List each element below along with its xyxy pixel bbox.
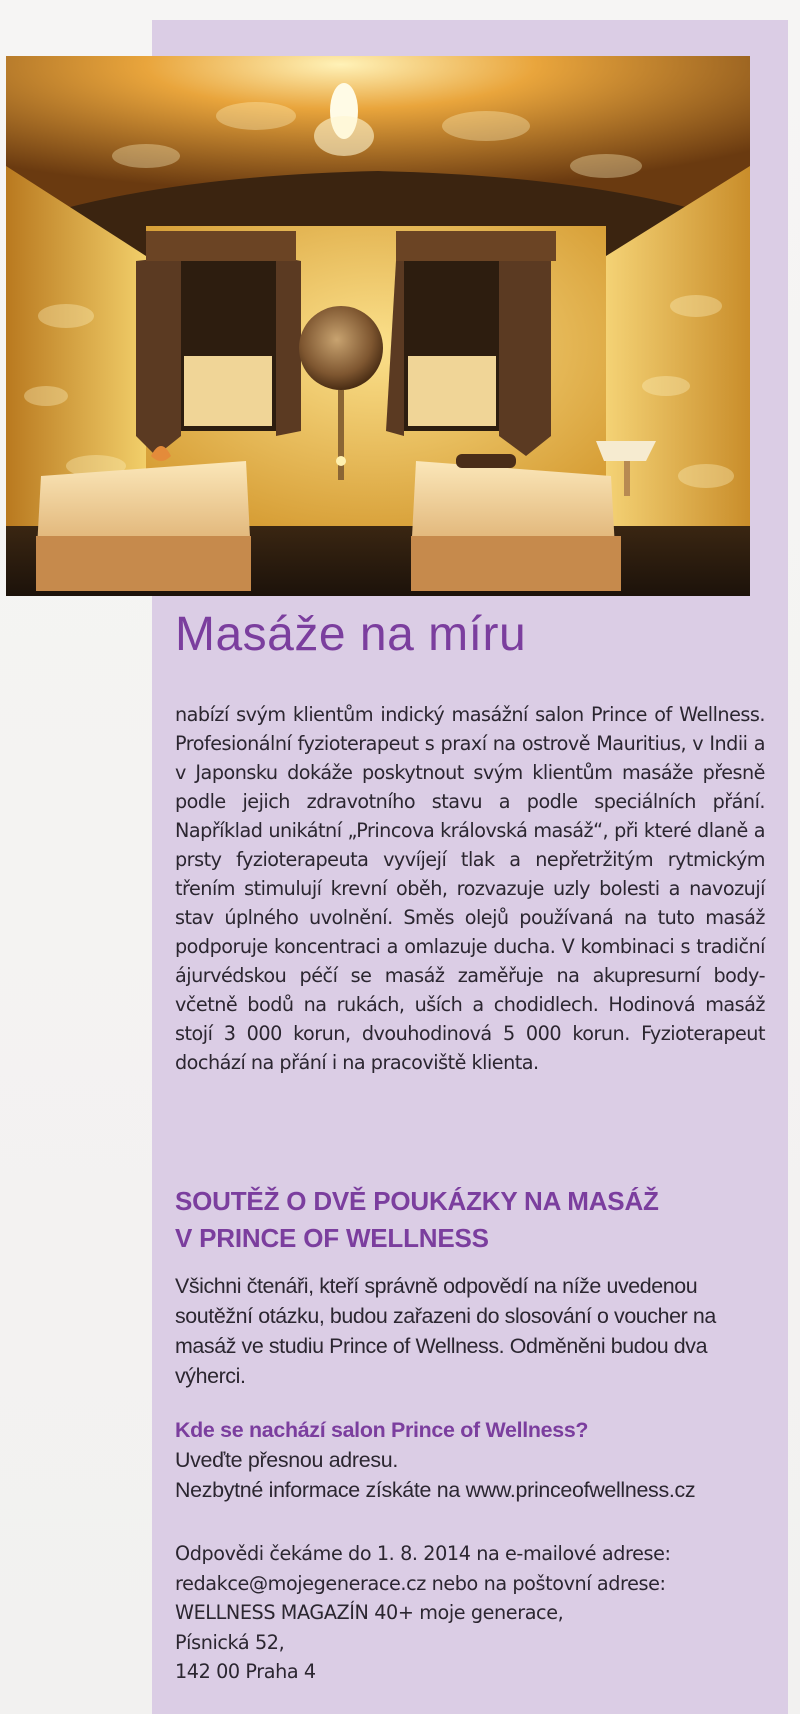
contest-info-link-text: Nezbytné informace získáte na www.princeofwellness.cz [175, 1478, 696, 1502]
article-body: nabízí svým klientům indický masážní salon Prince of Wellness. Profesionální fyzioterapeut s praxí na ostrově Mauritius, v Indii a v Japonsku dokáže poskytnout svým klientům masáže přesně podle jejich zdravotního stavu a podle speciálních přání. Například unikátní „Princova královská masáž“, při které dlaně a prsty fyzioterapeuta vyvíjejí tlak a nepřetržitým rytmickým třením stimulují krevní oběh, rozvazuje uzly bolesti a navozují stav úplného uvolnění. Směs olejů používaná na tuto masáž podporuje koncentraci a omlazuje ducha. V kombinaci s tradiční ájurvédskou péčí se masáž zaměřuje na akupresurní body- včetně bodů na rukách, uších a chodidlech. Hodinová masáž stojí 3 000 korun, dvouhodinová 5 000 korun. Fyzioterapeut dochází na přání i na pracoviště klienta. [175, 703, 765, 1074]
contest-description: Všichni čtenáři, kteří správně odpovědí na níže uvedenou soutěžní otázku, budou zařazeni do slosování o voucher na masáž ve studiu Prince of Wellness. Odměněni budou dva výherci. [175, 1274, 716, 1388]
contest-heading-line-1: SOUTĚŽ O DVĚ POUKÁZKY NA MASÁŽ [175, 1186, 659, 1216]
contest-instruction: Uveďte přesnou adresu. [175, 1448, 398, 1472]
contest-heading-line-2: V PRINCE OF WELLNESS [175, 1223, 489, 1253]
contest-question: Kde se nachází salon Prince of Wellness? [175, 1418, 589, 1442]
email-line: redakce@mojegenerace.cz nebo na poštovní adrese: [175, 1571, 666, 1595]
deadline-line: Odpovědi čekáme do 1. 8. 2014 na e-mailové adrese: [175, 1542, 671, 1565]
contest-question-block [175, 1415, 765, 1505]
postal-recipient-line: WELLNESS MAGAZÍN 40+ moje generace, [175, 1601, 564, 1624]
massage-room-illustration [6, 56, 750, 596]
contest-heading [175, 1183, 765, 1257]
postal-city-line: 142 00 Praha 4 [175, 1660, 316, 1683]
article-title: Masáže na míru [175, 608, 527, 661]
postal-street-line: Písnická 52, [175, 1630, 285, 1654]
massage-room-photo [6, 56, 750, 596]
contest-address-block [175, 1539, 775, 1687]
